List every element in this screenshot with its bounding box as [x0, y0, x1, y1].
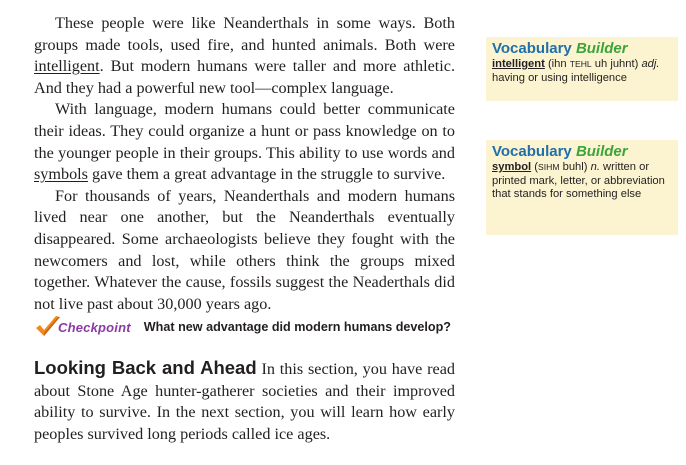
vocab-pron-stress: TEHL — [569, 59, 592, 69]
vocab-pron-b: uh juhnt) — [591, 58, 642, 70]
paragraph-2-text-a: With language, modern humans could better communicate their ideas. They could organize a hunt or pass knowledge on to the younger people in their groups. This ability to use words and — [34, 100, 455, 162]
checkpoint-question: What new advantage did modern humans develop? — [143, 320, 451, 334]
checkpoint — [34, 313, 451, 341]
looking-back-section — [34, 357, 455, 445]
paragraph-2 — [34, 99, 455, 185]
looking-back-paragraph — [34, 357, 455, 445]
term-symbols: symbols — [34, 165, 88, 184]
vocab-pron-a: ( — [531, 161, 539, 173]
vocab-definition — [492, 161, 672, 202]
vocab-box-intelligent — [486, 37, 678, 101]
vocab-pos: n. — [590, 161, 600, 173]
vocab-definition — [492, 58, 672, 85]
paragraph-1-text-a: These people were like Neanderthals in some ways. Both groups made tools, used fire, and hunted animals. Both were — [34, 14, 455, 54]
vocab-title-word-2: Builder — [575, 40, 628, 57]
paragraph-2-text-b: gave them a great advantage in the struggle to survive. — [87, 165, 446, 184]
paragraph-1-text-b: . But modern humans were taller and more athletic. And they had a powerful new tool—complex language. — [34, 57, 455, 97]
vocab-title-word-1: Vocabulary — [492, 40, 572, 57]
main-text — [34, 13, 455, 315]
checkpoint-label: Checkpoint — [58, 319, 131, 335]
vocab-title-word-1: Vocabulary — [492, 143, 572, 160]
paragraph-3: For thousands of years, Neanderthals and modern humans lived near one another, but the Neanderthals eventually disappeared. Some archaeologists believe they fought with the newcomers and lost, while others think the groups mixed together. Whatever the cause, fossils suggest the Neaderthals did not live past about 30,000 years ago. — [34, 186, 455, 313]
paragraph-1 — [34, 13, 455, 99]
vocab-pron-a: (ihn — [544, 58, 570, 70]
vocab-meaning: having or using intelligence — [492, 71, 627, 84]
vocab-pron-b: buhl) — [559, 161, 591, 173]
term-intelligent: intelligent — [34, 57, 100, 76]
vocab-pron-stress: SIHM — [538, 162, 560, 172]
looking-back-heading: Looking Back and Ahead — [34, 357, 257, 378]
vocab-title — [492, 143, 672, 161]
vocab-box-symbol — [486, 140, 678, 235]
vocab-term: symbol — [492, 161, 532, 173]
vocab-title — [492, 40, 672, 58]
looking-back-text: In this section, you have read about Stone Age hunter-gatherer societies and their improved ability to survive. In the next section, you will learn how early peoples survived long periods called ice ages. — [34, 360, 455, 443]
vocab-title-word-2: Builder — [575, 143, 628, 160]
vocab-meaning: written or printed mark, letter, or abbreviation that stands for something else — [492, 161, 665, 201]
vocab-term: intelligent — [492, 58, 545, 70]
vocab-pos: adj. — [641, 58, 660, 70]
